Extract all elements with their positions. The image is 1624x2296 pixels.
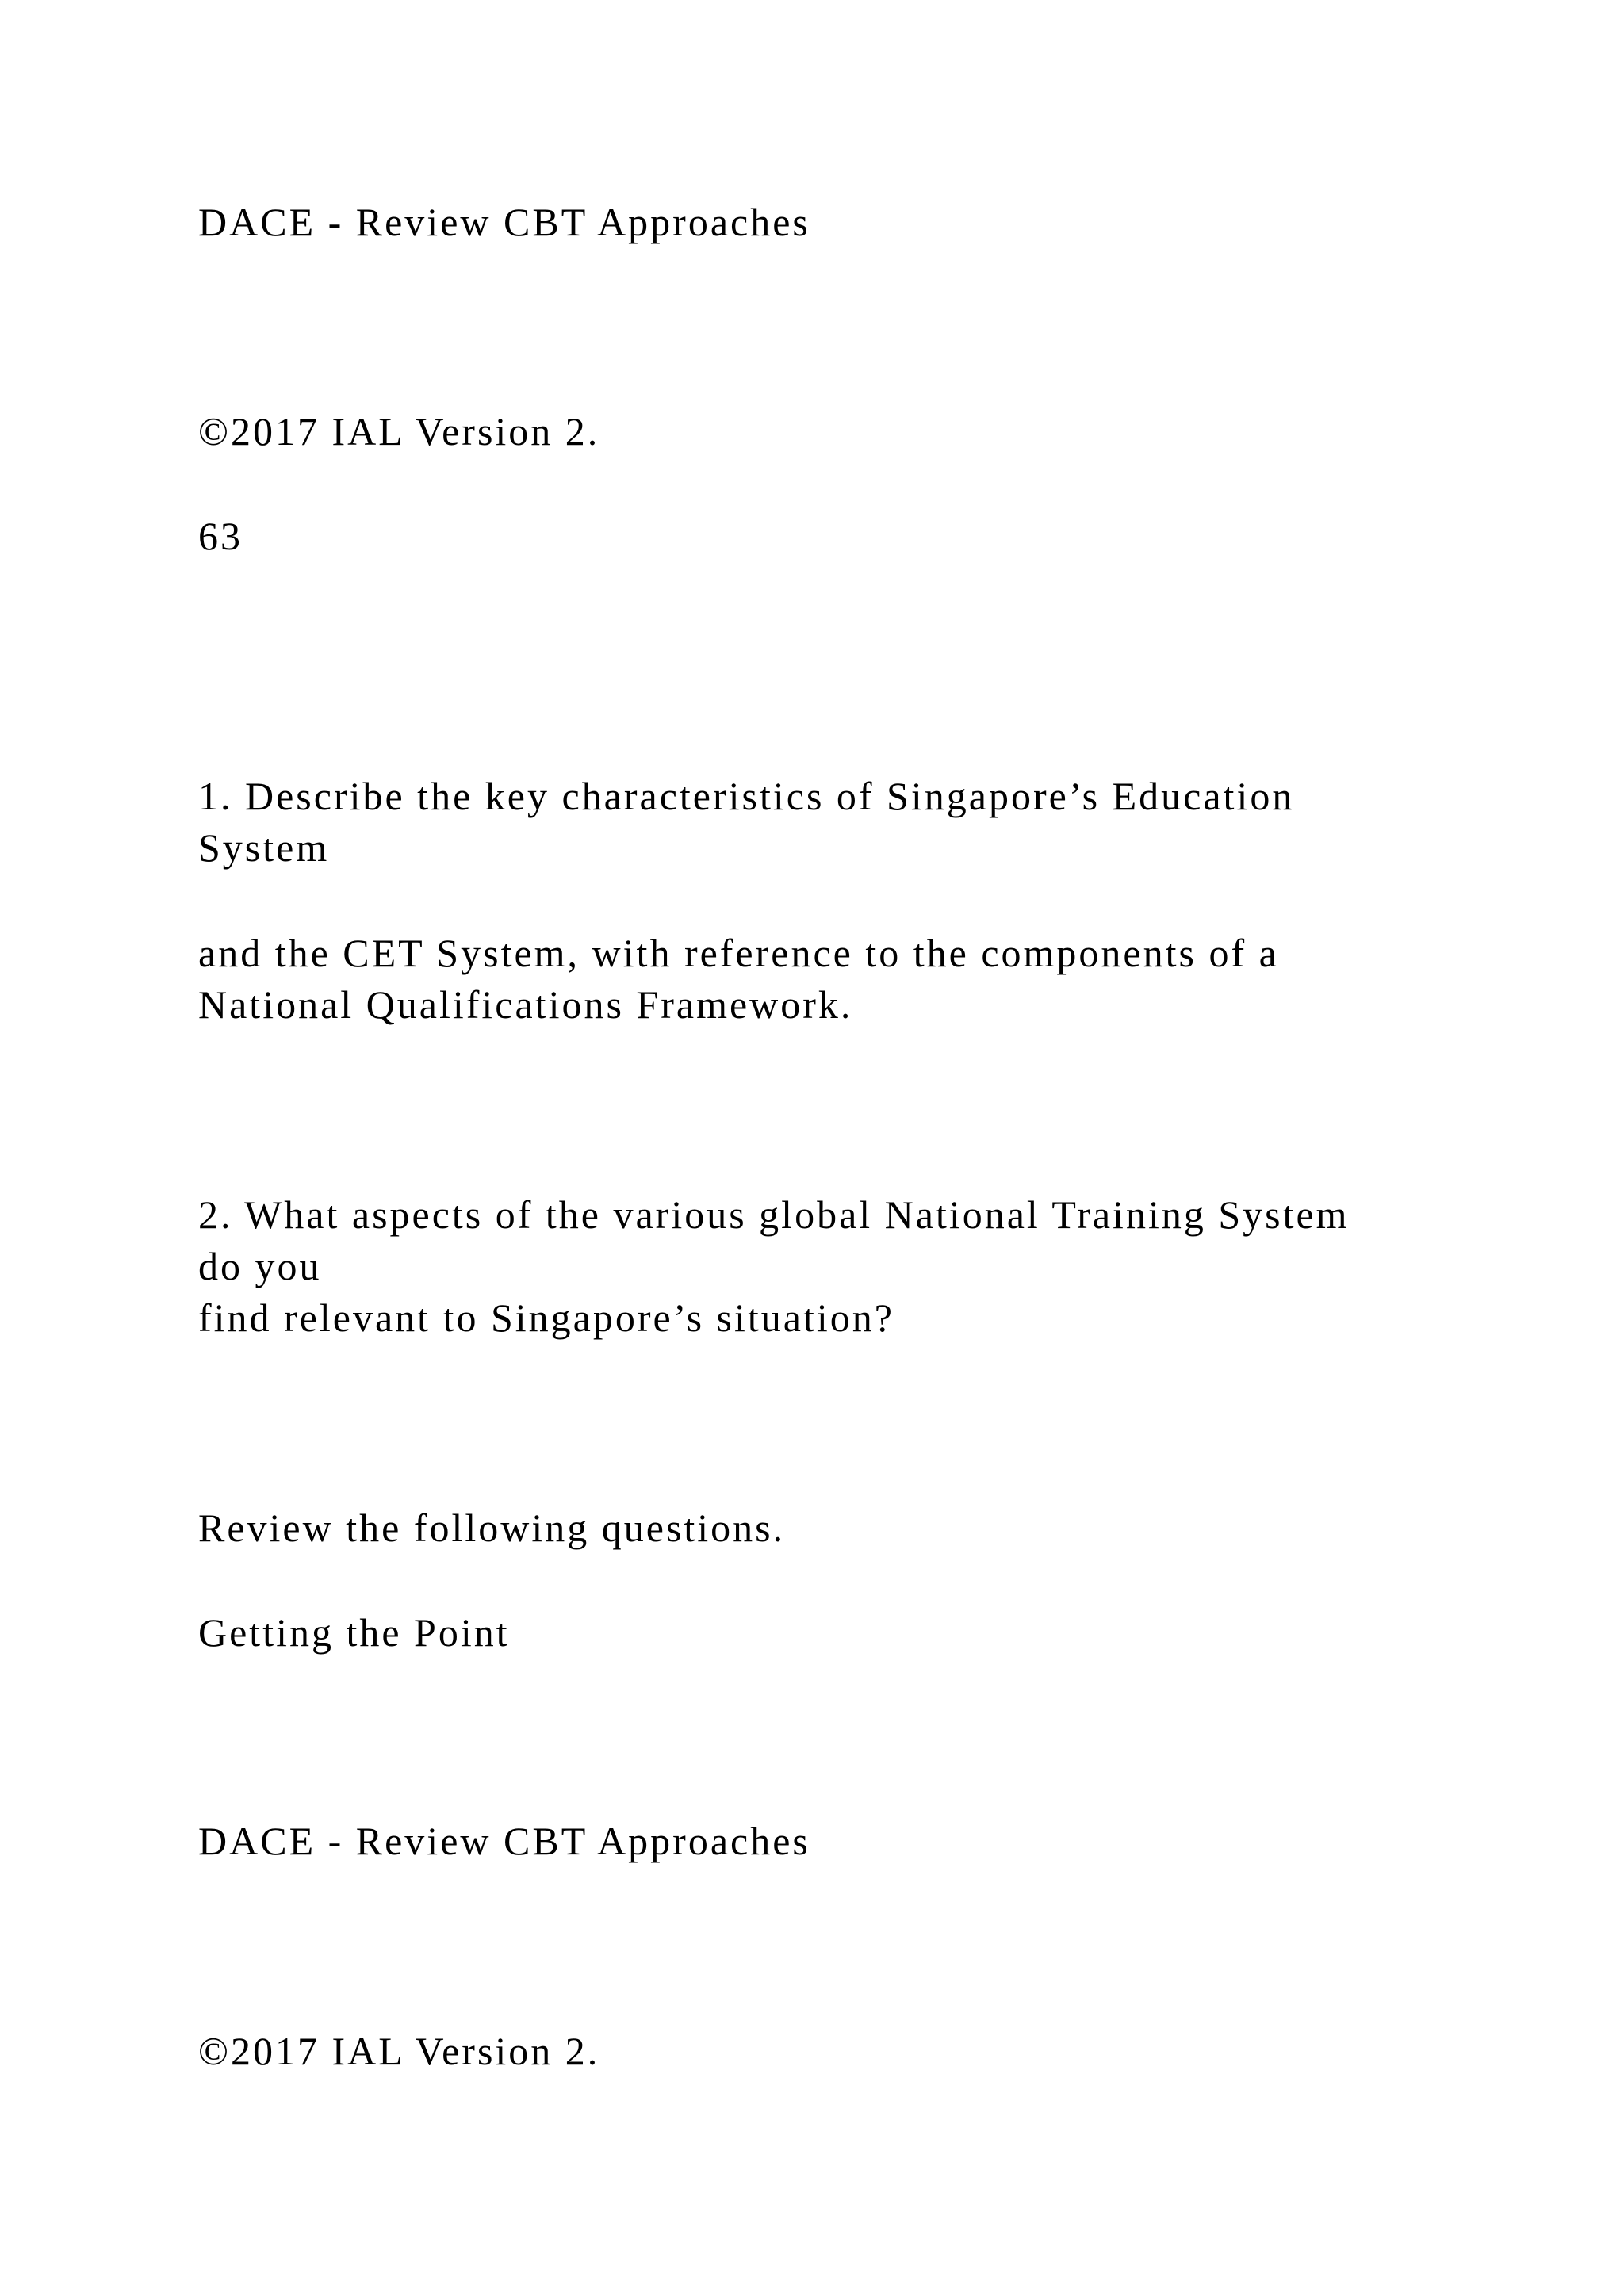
question-1-line-2: System <box>198 825 330 870</box>
question-1-line-4: National Qualifications Framework. <box>198 982 853 1027</box>
question-2-line-1: 2. What aspects of the various global National Training System <box>198 1192 1350 1237</box>
question-2-line-2: do you <box>198 1244 322 1288</box>
page-number: 63 <box>198 514 243 558</box>
copyright-notice: ©2017 IAL Version 2. <box>198 409 600 453</box>
copyright-notice-repeat: ©2017 IAL Version 2. <box>198 2029 600 2073</box>
question-1-line-1: 1. Describe the key characteristics of Singapore’s Education <box>198 774 1295 818</box>
question-2-line-3: find relevant to Singapore’s situation? <box>198 1295 894 1340</box>
instruction-text: Review the following questions. <box>198 1506 786 1550</box>
question-1-line-3: and the CET System, with reference to the components of a <box>198 931 1279 975</box>
document-header-repeat: DACE - Review CBT Approaches <box>198 1819 810 1863</box>
section-title: Getting the Point <box>198 1610 510 1655</box>
document-header: DACE - Review CBT Approaches <box>198 200 810 244</box>
